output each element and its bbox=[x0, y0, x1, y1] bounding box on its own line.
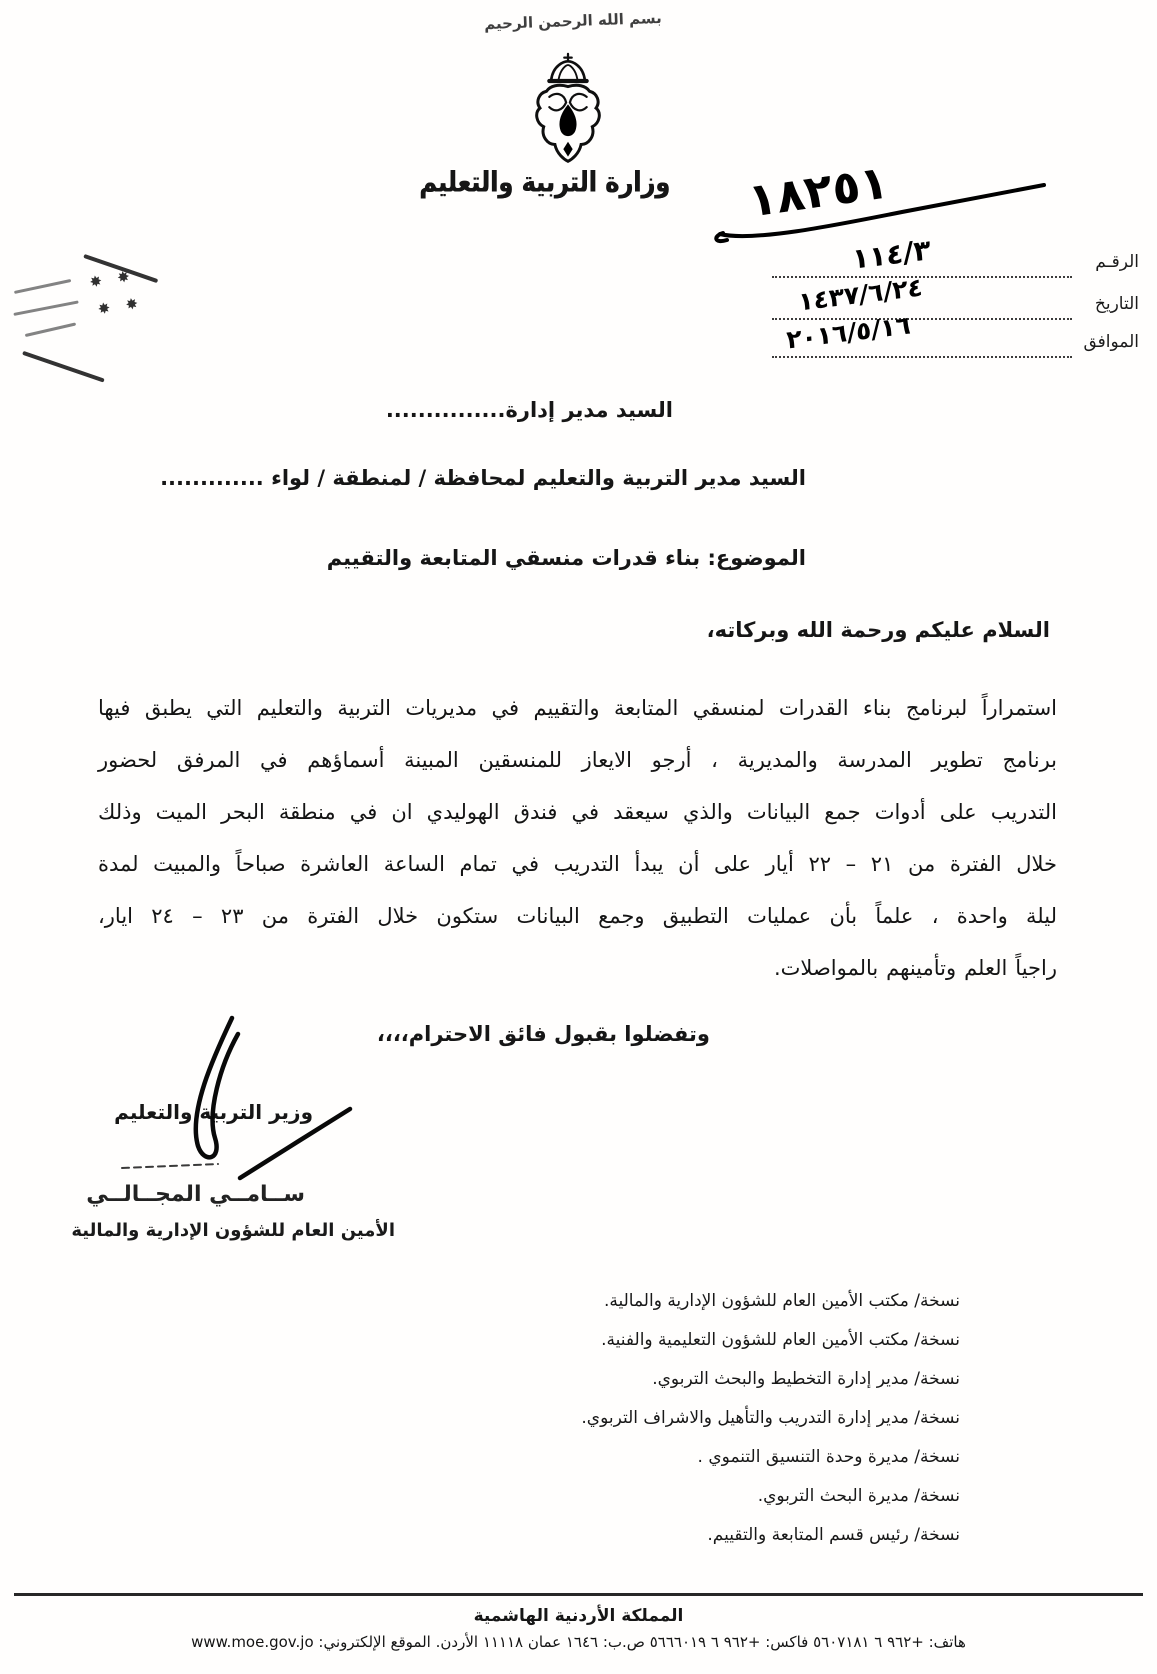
date-hijri-dotted-line bbox=[772, 318, 1072, 320]
cc-item: نسخة/ مديرة وحدة التنسيق التنموي . bbox=[697, 1447, 960, 1467]
handwritten-ref-number: ١٨٢٥١ bbox=[744, 154, 892, 228]
addressee-line-1: السيد مدير إدارة............... bbox=[385, 398, 673, 422]
closing-line: وتفضلوا بقبول فائق الاحترام،،،، bbox=[376, 1022, 710, 1046]
signer-name: ســامــي المجــالــي bbox=[86, 1182, 305, 1207]
date-gregorian-handwritten-value: ٢٠١٦/٥/١٦ bbox=[785, 310, 912, 355]
subject-line: الموضوع: بناء قدرات منسقي المتابعة والتقييم bbox=[326, 546, 806, 570]
addressee-line-2: السيد مدير التربية والتعليم لمحافظة / لمنطقة / لواء ............. bbox=[160, 466, 806, 490]
stamp-star-icon: ✸ bbox=[115, 267, 132, 288]
faint-office-stamp bbox=[1, 238, 176, 383]
stamp-illegible-text-line bbox=[13, 300, 78, 315]
basmala-calligraphy: بسم الله الرحمن الرحيم bbox=[483, 8, 663, 34]
jordan-royal-crest-icon bbox=[521, 52, 615, 166]
date-hijri-handwritten-value: ١٤٣٧/٦/٢٤ bbox=[797, 272, 924, 317]
cc-item: نسخة/ مكتب الأمين العام للشؤون الإدارية والمالية. bbox=[603, 1291, 960, 1311]
stamp-star-icon: ✸ bbox=[96, 298, 112, 319]
cc-item: نسخة/ مكتب الأمين العام للشؤون التعليمية والفنية. bbox=[601, 1330, 960, 1350]
body-line: استمراراً لبرنامج بناء القدرات لمنسقي المتابعة والتقييم في مديريات التربية والتعليم التي يطبق فيها bbox=[98, 696, 1057, 720]
letter-body bbox=[98, 682, 1057, 994]
ref-number-handwritten-value: ١١٤/٣ bbox=[851, 233, 932, 276]
cc-item: نسخة/ رئيس قسم المتابعة والتقييم. bbox=[707, 1525, 960, 1545]
stamp-illegible-text-line bbox=[14, 279, 71, 294]
cc-item: نسخة/ مديرة البحث التربوي. bbox=[757, 1486, 960, 1506]
date-hijri-label: التاريخ bbox=[1094, 294, 1139, 314]
ministry-name-calligraphy: وزارة التربية والتعليم bbox=[419, 165, 670, 199]
footer-divider bbox=[14, 1593, 1143, 1596]
handwritten-underline-stroke bbox=[712, 160, 1052, 248]
cc-item: نسخة/ مدير إدارة التدريب والتأهيل والاشراف التربوي. bbox=[581, 1408, 960, 1428]
body-line: خلال الفترة من ٢١ – ٢٢ أيار على أن يبدأ التدريب في تمام الساعة العاشرة صباحاً والمبيت لمدة bbox=[98, 852, 1058, 876]
signer-job-title: الأمين العام للشؤون الإدارية والمالية bbox=[71, 1220, 395, 1241]
stamp-illegible-text-line bbox=[25, 322, 76, 336]
signature-authority-title: وزير التربية والتعليم bbox=[114, 1100, 313, 1124]
date-gregorian-dotted-line bbox=[772, 356, 1072, 358]
stamp-star-icon: ✸ bbox=[88, 271, 104, 292]
cc-list bbox=[581, 1286, 960, 1559]
body-line: التدريب على أدوات جمع البيانات والذي سيعقد في فندق الهوليدي ان في منطقة البحر الميت وذلك bbox=[98, 800, 1057, 824]
handwritten-signature-icon bbox=[100, 1008, 365, 1193]
body-line: راجياً العلم وتأمينهم بالمواصلات. bbox=[773, 956, 1057, 980]
greeting-line: السلام عليكم ورحمة الله وبركاته، bbox=[706, 618, 1050, 642]
stamp-ink-slash bbox=[22, 351, 105, 383]
body-line: ليلة واحدة ، علماً بأن عمليات التطبيق وجمع البيانات ستكون خلال الفترة من ٢٣ – ٢٤ ايار، bbox=[98, 904, 1057, 928]
body-line: برنامج تطوير المدرسة والمديرية ، أرجو الايعاز للمنسقين المبينة أسماؤهم في المرفق لحضور bbox=[98, 748, 1057, 772]
date-gregorian-label: الموافق bbox=[1083, 332, 1139, 352]
stamp-star-icon: ✸ bbox=[124, 294, 140, 315]
ref-number-label: الرقـم bbox=[1095, 252, 1139, 272]
cc-item: نسخة/ مدير إدارة التخطيط والبحث التربوي. bbox=[652, 1369, 960, 1389]
footer-kingdom-name: المملكة الأردنية الهاشمية bbox=[473, 1606, 684, 1626]
footer-contact-line: هاتف: +٩٦٢ ٦ ٥٦٠٧١٨١ فاكس: +٩٦٢ ٦ ٥٦٦٦٠١٩ ص.ب: ١٦٤٦ عمان ١١١١٨ الأردن. الموقع الإلكتروني: www.moe.gov.jo bbox=[191, 1633, 966, 1651]
